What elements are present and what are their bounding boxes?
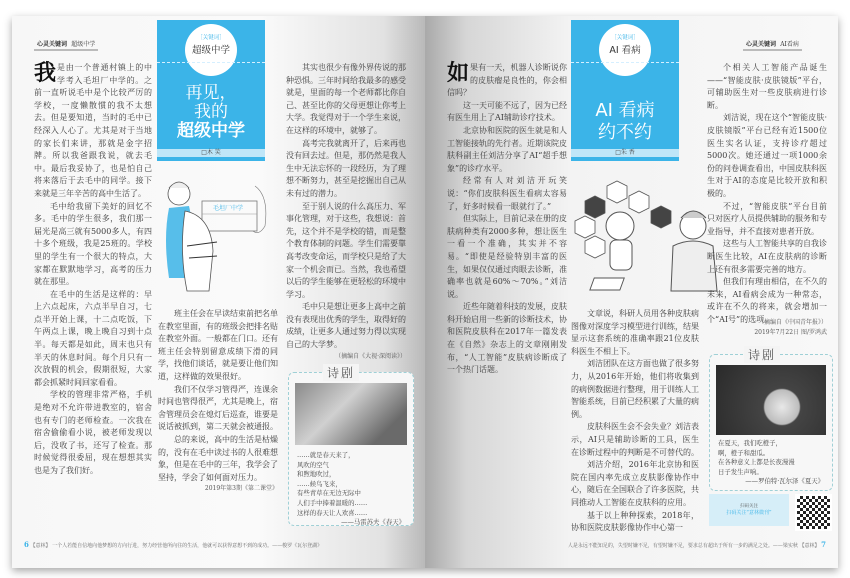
paragraph: 其实也很少有像外界传说的那种恐惧。三年时间给我最多的感受就是，里面的每一个老师都比你自己、甚至比你的父母更想让你考上大学。我觉得对于一个学生来说，在这样的环境中，就够了。	[286, 63, 406, 135]
keyword-topic: 超级中学	[191, 45, 230, 56]
title-line: 我的	[194, 102, 228, 122]
author-byline: □木 笑	[157, 149, 265, 157]
article-column-2	[158, 308, 278, 536]
feature-title-box	[571, 20, 679, 161]
robot-doctor-illustration	[565, 166, 725, 301]
title-line: 约不约	[598, 122, 652, 143]
poem-line: ……就是春天来了，	[297, 451, 355, 459]
paragraph: 刘洁说，现在这个“智能皮肤·皮肤镜版”平台已经有近1500位医生实名认证，支持诊疗超过5000次。她还通过一项1000余份的问卷调查看出，中国皮肤科医生对于AI的态度是比较开放和积极的。	[707, 113, 827, 198]
paragraph: 刘洁介绍，2016年北京协和医院在国内率先成立皮肤影像协作中心，随后在全国联合了许多医院，共同推动人工智能在皮肤科的应用。	[571, 460, 699, 507]
running-head-sub: 超级中学	[71, 41, 96, 48]
running-head-title: 心灵关键词	[37, 41, 68, 48]
poem-text	[297, 451, 405, 528]
right-page	[425, 16, 838, 568]
paragraph: 高考完我就离开了，后来再也没有回去过。但是，那仍然是我人生中无法忘怀的一段经历，为了理想不断努力，甚至是挖掘出自己从未有过的潜力。	[286, 138, 406, 198]
poem-line: 和煦地吹过，	[297, 470, 336, 479]
qr-code[interactable]	[795, 494, 832, 531]
poem-line: 在夏天，我们吃橙子，	[718, 439, 782, 447]
article-column-1	[34, 62, 152, 532]
article-notes	[707, 318, 827, 338]
poem-line: 风吹的空气	[297, 460, 329, 469]
page-footer	[568, 540, 826, 549]
poem-line: 在各种意义上都是长夜漫漫	[718, 458, 795, 467]
article-column-1	[447, 62, 567, 532]
keyword-topic: AI 看病	[609, 45, 641, 56]
poem-line: 日子发生声响。	[718, 467, 763, 476]
paragraph: 在毛中的生活是这样的：早上六点起床，六点半早自习，七点半开始上课，十二点吃饭，下午两点上课，晚上晚自习到十点半。每天都是如此，周末也只有半天的休息时间。每个月只有一次放假的机会，假期很短，大家都会抓紧时间回家看看。	[34, 289, 152, 387]
paragraph: 刘洁团队在这方面也做了很多努力，从2016年开始，他们将收集到的病例数据进行整理，用于训练人工智能系统，目前已经积累了大量的病例。	[571, 359, 699, 419]
page-footer	[24, 540, 322, 549]
paragraph: 皮肤科医生会不会失业？刘洁表示，AI只是辅助诊断的工具，医生在诊断过程中的判断是不可替代的。	[571, 422, 699, 457]
poem-heading: 诗剧	[744, 346, 780, 363]
paragraph: 毛中只是想让更多上高中之前没有表现出优秀的学生，取得好的成绩，让更多人通过努力得以实现自己的大学梦。	[286, 302, 406, 350]
poem-line: ……候鸟飞来，	[297, 479, 342, 488]
poem-line: 啊，橙子和甜瓜。	[718, 448, 770, 457]
paragraph: 这些与人工智能共享的自我诊断医生比较，AI在皮肤病的诊断上还有很多需要完善的地方。	[707, 239, 827, 274]
paragraph: 基于以上种种探索，2018年，协和医院皮肤影像协作中心第一	[571, 510, 699, 533]
magazine-name: 【意林】	[799, 543, 820, 549]
running-head-sub: AI看病	[780, 41, 799, 48]
poem-heading: 诗剧	[323, 364, 359, 381]
footer-quote: 人是永远不能知足的，失望时嫌不足，有望时嫌不足，要求总有超出于所有一步的满足之处。——梁实秋	[567, 543, 798, 549]
running-head	[34, 38, 98, 51]
footer-quote: 一个人若能自信地向他梦想的方向行进，努力经营他所向往的生活，他就可以获得意想不到的成功。——梭罗《瓦尔登湖》	[52, 543, 323, 549]
poem-line: 人们手中捧着温暖的……	[297, 498, 368, 507]
paragraph: 毛中给我留下美好的回忆不多。毛中的学生很多，我们那一届光是高三就有5000多人，有四十多个班级，我是25班的。学校里的学生有一个很大的特点，大家都在默默地学习，高考的压力就在那里。	[34, 201, 152, 287]
paragraph: 果有一天，机器人诊断说你的皮肤瘤是良性的，你会相信吗？	[447, 63, 567, 98]
left-page	[12, 16, 425, 568]
poem-image	[295, 383, 407, 445]
paragraph: 个相关人工智能产品诞生——“智能皮肤·皮肤镜版”平台，可辅助医生对一些皮肤病进行诊断。	[707, 63, 827, 110]
paragraph: 北京协和医院的医生就是和人工智能接轨的先行者。近期该院皮肤科副主任刘洁分享了AI“超手想象”的诊疗水平。	[447, 125, 567, 173]
paragraph: 总的来说，高中的生活是枯燥的，没有在毛中读过书的人很难想象，但是在毛中的三年，我学会了坚持，学会了如何面对压力。	[158, 434, 278, 482]
moon-image	[716, 365, 826, 435]
paragraph: 经常有人对刘洁开玩笑说：“你们皮肤科医生看病太容易了，好多时候看一眼就行了。”	[447, 176, 567, 211]
keyword-label: ［关键词］	[611, 35, 639, 41]
drop-cap: 如	[447, 60, 470, 86]
article-column-2	[571, 308, 699, 536]
article-title	[571, 100, 679, 144]
poem-text	[718, 439, 824, 487]
paragraph: 但实际上，目前记录在册的皮肤病种类有2000多种，想让医生一看一个准确，其实并不容易。“即使是经验特别丰富的医生，如果仅仅通过肉眼去诊断，准确率也就是60%～70%。”刘洁说。	[447, 214, 567, 299]
running-head-title: 心灵关键词	[746, 41, 777, 48]
poem-source: ——罗伯特·瓦尔泽《夏天》	[745, 477, 824, 486]
title-line: 再见，	[185, 83, 237, 103]
paragraph: 学校的管理非常严格，手机是绝对不允许带进教室的，宿舍也有专门的老师检查。一次我在宿舍偷偷看小说，被老师发现以后，没收了书，还写了检查。那时候觉得很委屈，现在想想其实也是为了我们好。	[34, 390, 152, 475]
page-number: 6	[24, 540, 29, 549]
paragraph: 是由一个普通村镇上的中学考入毛坦厂中学的。之前一直听说毛中是个比较严厉的学校，一度懒散惯的我不太想去。但是要知道，当时的毛中已经深入人心了。尤其是对于当地的家长们来讲，那就是金字招牌。所以我爸跟我说，就去毛中。最后我妥协了，也是怕自己将来落后于去毛中的同学。接下来就是三年辛苦的高中生活了。	[34, 63, 152, 198]
poem-line: 这样的春天让人欢喜……	[297, 508, 368, 517]
poem-source: ——马雷苏夫《春天》	[341, 518, 405, 527]
poem-box	[709, 348, 833, 491]
paragraph: 这一天可能不远了，因为已经有医生用上了AI辅助诊疗技术。	[447, 100, 567, 123]
source-note: （摘编自《大视·深阅读》）	[335, 352, 406, 360]
paragraph: 至于别人说的什么高压力、军事化管理，对于这些，我想说：首先，这个并不是学校的错，而是整个教育体制的问题。学生们需要靠高考改变命运，而学校只是给了大家一个机会而已。当然，我也希望以后的学生能够在更轻松的环境中学习。	[286, 201, 406, 299]
article-title	[157, 84, 265, 141]
school-sign: 毛坦厂中学	[213, 205, 244, 212]
magazine-name: 【意林】	[30, 543, 51, 549]
paragraph: 文章说，科研人员用各种皮肤病图像对深度学习模型进行训练，结果显示这套系统的准确率跟21位皮肤科医生不相上下。	[571, 309, 699, 356]
promo-text: 扫码关注“意林微刊”	[726, 510, 772, 516]
source-note: 2019年第3期《第二课堂》	[204, 485, 278, 493]
title-line: AI 看病	[595, 100, 655, 121]
magazine-spread	[12, 16, 838, 568]
student-illustration	[157, 166, 282, 301]
title-line: 超级中学	[177, 121, 245, 141]
date-credit: 2019年7月22日 图/罗鸿武	[754, 329, 827, 336]
poem-line: 有些青草在无边无际中	[297, 489, 361, 498]
poem-box	[288, 366, 414, 527]
promo-banner[interactable]	[709, 494, 789, 526]
paragraph: 我们不仅学习管得严，连课余时间也管得很严，尤其是晚上，宿舍管理员会在熄灯后巡查，谁要是说话被抓到，第二天就会被通报。	[158, 384, 278, 432]
source-note: （摘编自《中国青年报》）	[757, 319, 827, 326]
paragraph: 不过，“智能皮肤”平台目前只对医疗人员提供辅助的服务和专业指导，并不直接对患者开放。	[707, 201, 827, 236]
drop-cap: 我	[34, 60, 57, 86]
paragraph: 近些年随着科技的发展，皮肤科开始启用一些新的诊断技术，协和医院皮肤科在2017年一篇发表在《自然》杂志上的文章刚刚发布，“人工智能”皮肤病诊断成了一个热门话题。	[447, 302, 567, 375]
page-number: 7	[821, 540, 826, 549]
paragraph: 班主任会在早读结束前把名单在教室里面，有的班级会把排名贴在教室外面。一般都在门口。还有班主任会特别留意成绩下滑的同学，找他们谈话，就是要让他们知道，这样做的效果很好。	[158, 309, 278, 381]
keyword-label: ［关键词］	[197, 35, 225, 41]
article-column-3	[286, 62, 406, 362]
running-head	[743, 38, 802, 51]
promo-small: 扫码关注	[740, 504, 758, 509]
author-byline: □朱 香	[571, 149, 679, 157]
paragraph: 但我们有理由相信，在不久的未来，AI看病会成为一种常态，或许在不久的将来，就会增加一个“AI号”的选项。	[707, 277, 827, 324]
feature-title-box	[157, 20, 265, 161]
